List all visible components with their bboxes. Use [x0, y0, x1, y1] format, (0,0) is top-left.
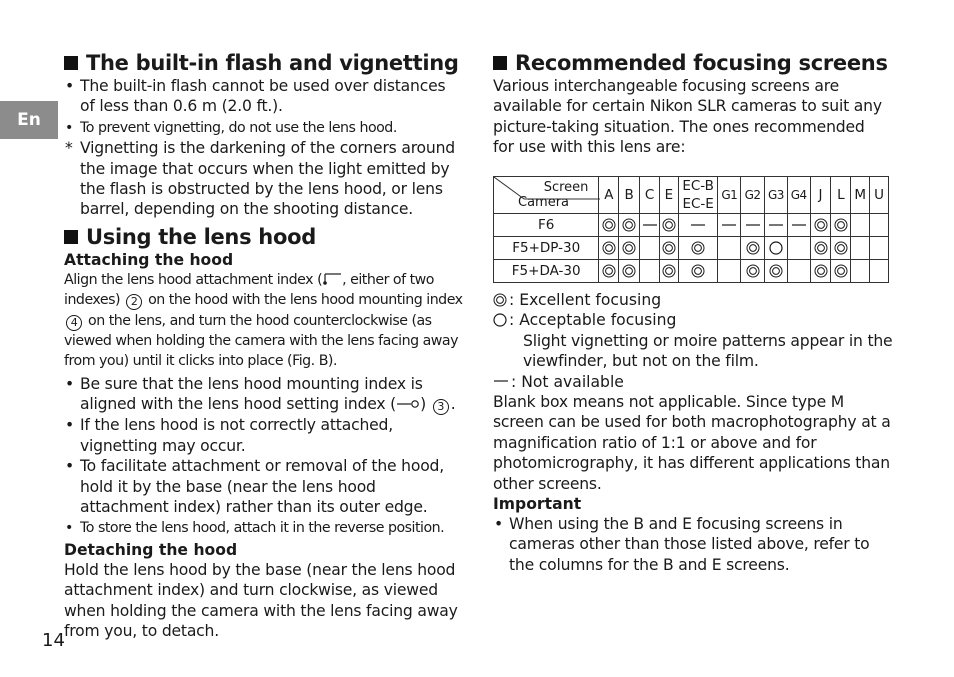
excellent-focusing-icon	[810, 237, 831, 260]
square-bullet-icon	[493, 56, 507, 70]
excellent-focusing-icon	[619, 237, 640, 260]
column-header: A	[599, 177, 619, 214]
acceptable-focusing-icon	[765, 237, 788, 260]
legend-acceptable-note: Slight vignetting or moire patterns appear in the viewfinder, but not on the film.	[523, 331, 893, 371]
legend	[493, 290, 893, 575]
page-number: 14	[42, 630, 65, 651]
not-available-icon	[787, 214, 810, 237]
column-header: J	[810, 177, 831, 214]
column-header: C	[640, 177, 660, 214]
excellent-focusing-icon	[765, 260, 788, 283]
camera-header-label: Camera	[518, 195, 570, 210]
attach-paragraph: Align the lens hood attachment index ( , either of two indexes) 2 on the hood with the lens hood mounting index 4 on the lens, and turn the hood counterclockwise (as viewed when holding the camera with the lens facing away from you) until it clicks into place (Fig. B).	[64, 271, 463, 370]
list-item: • To store the lens hood, attach it in the reverse position.	[65, 520, 445, 537]
language-tab: En	[0, 101, 58, 139]
table-row	[494, 260, 889, 283]
table-row	[494, 237, 889, 260]
screens-intro: Various interchangeable focusing screens are available for certain Nikon SLR cameras to suit any picture-taking situation. The ones recommended for use with this lens are:	[493, 77, 882, 157]
excellent-focusing-icon	[599, 237, 619, 260]
column-header: L	[831, 177, 851, 214]
list-item: • If the lens hood is not correctly attached, vignetting may occur.	[65, 416, 393, 455]
callout-number: 4	[66, 315, 82, 331]
flash-section-title: The built-in flash and vignetting	[64, 50, 464, 76]
column-header: EC-B EC-E	[678, 177, 718, 214]
not-available-icon	[741, 214, 765, 237]
callout-number: 3	[433, 399, 449, 415]
legend-excellent: : Excellent focusing	[493, 290, 893, 310]
legend-acceptable: : Acceptable focusing	[493, 310, 893, 330]
dash-icon	[493, 375, 509, 389]
not-available-icon	[640, 214, 660, 237]
blank-cell	[718, 237, 741, 260]
excellent-focusing-icon	[619, 214, 640, 237]
blank-cell	[870, 237, 889, 260]
left-column	[64, 50, 464, 641]
column-header: B	[619, 177, 640, 214]
not-available-icon	[678, 214, 718, 237]
excellent-focusing-icon	[678, 237, 718, 260]
excellent-focusing-icon	[599, 214, 619, 237]
excellent-focusing-icon	[659, 260, 678, 283]
excellent-focusing-icon	[678, 260, 718, 283]
detach-subtitle: Detaching the hood	[64, 540, 238, 559]
blank-cell	[851, 237, 870, 260]
blank-cell	[851, 260, 870, 283]
blank-cell	[640, 260, 660, 283]
column-header: E	[659, 177, 678, 214]
column-header: G3	[765, 177, 788, 214]
blank-cell	[787, 237, 810, 260]
screens-section-title: Recommended focusing screens	[493, 50, 893, 76]
list-item: • To facilitate attachment or removal of the hood, hold it by the base (near the lens hood attachment index) rather than its outer edge.	[65, 457, 444, 516]
blank-cell	[787, 260, 810, 283]
detach-paragraph: Hold the lens hood by the base (near the lens hood attachment index) and turn clockwise, as viewed when holding the camera with the lens facing away from you, to detach.	[64, 560, 458, 640]
camera-cell: F5+DA-30	[494, 260, 599, 283]
list-item: • To prevent vignetting, do not use the lens hood.	[65, 119, 397, 136]
camera-cell: F6	[494, 214, 599, 237]
excellent-focusing-icon	[599, 260, 619, 283]
excellent-focusing-icon	[659, 214, 678, 237]
hood-attachment-index-icon	[322, 273, 342, 285]
hood-section-title: Using the lens hood	[64, 224, 464, 250]
hood-setting-index-icon	[396, 398, 420, 410]
legend-not-available: : Not available	[493, 372, 893, 392]
note-item: * Vignetting is the darkening of the corners around the image that occurs when the light emitted by the flash is obstructed by the lens hood, or lens barrel, depending on the shooting distance.	[65, 139, 455, 219]
list-item: • The built-in flash cannot be used over distances of less than 0.6 m (2.0 ft.).	[65, 77, 446, 116]
column-header: G4	[787, 177, 810, 214]
excellent-focusing-icon	[741, 260, 765, 283]
excellent-focusing-icon	[831, 214, 851, 237]
column-header: U	[870, 177, 889, 214]
blank-box-note: Blank box means not applicable. Since type M screen can be used for both macrophotography at a magnification ratio of 1:1 or above and for photomicrography, it has different applications than other screens.	[493, 393, 891, 493]
callout-number: 2	[126, 294, 142, 310]
square-bullet-icon	[64, 230, 78, 244]
blank-cell	[851, 214, 870, 237]
not-available-icon	[765, 214, 788, 237]
blank-cell	[870, 214, 889, 237]
square-bullet-icon	[64, 56, 78, 70]
excellent-focusing-icon	[619, 260, 640, 283]
excellent-focusing-icon	[831, 237, 851, 260]
excellent-focusing-icon	[810, 260, 831, 283]
attach-subtitle: Attaching the hood	[64, 250, 234, 269]
excellent-focusing-icon	[659, 237, 678, 260]
column-header: G2	[741, 177, 765, 214]
column-header: M	[851, 177, 870, 214]
excellent-focusing-icon	[741, 237, 765, 260]
table-corner-header	[494, 177, 599, 214]
right-column	[493, 50, 893, 574]
blank-cell	[718, 260, 741, 283]
blank-cell	[870, 260, 889, 283]
circle-icon	[493, 313, 507, 327]
list-item: • When using the B and E focusing screens in cameras other than those listed above, refer to the columns for the B and E screens.	[494, 515, 870, 574]
excellent-focusing-icon	[831, 260, 851, 283]
camera-cell: F5+DP-30	[494, 237, 599, 260]
important-title: Important	[493, 495, 582, 514]
screen-header-label: Screen	[543, 180, 589, 195]
list-item: • Be sure that the lens hood mounting index is aligned with the lens hood setting index ( ) 3 .	[65, 374, 456, 414]
double-circle-icon	[493, 293, 507, 307]
not-available-icon	[718, 214, 741, 237]
focusing-screens-table	[493, 176, 889, 283]
blank-cell	[640, 237, 660, 260]
column-header: G1	[718, 177, 741, 214]
excellent-focusing-icon	[810, 214, 831, 237]
